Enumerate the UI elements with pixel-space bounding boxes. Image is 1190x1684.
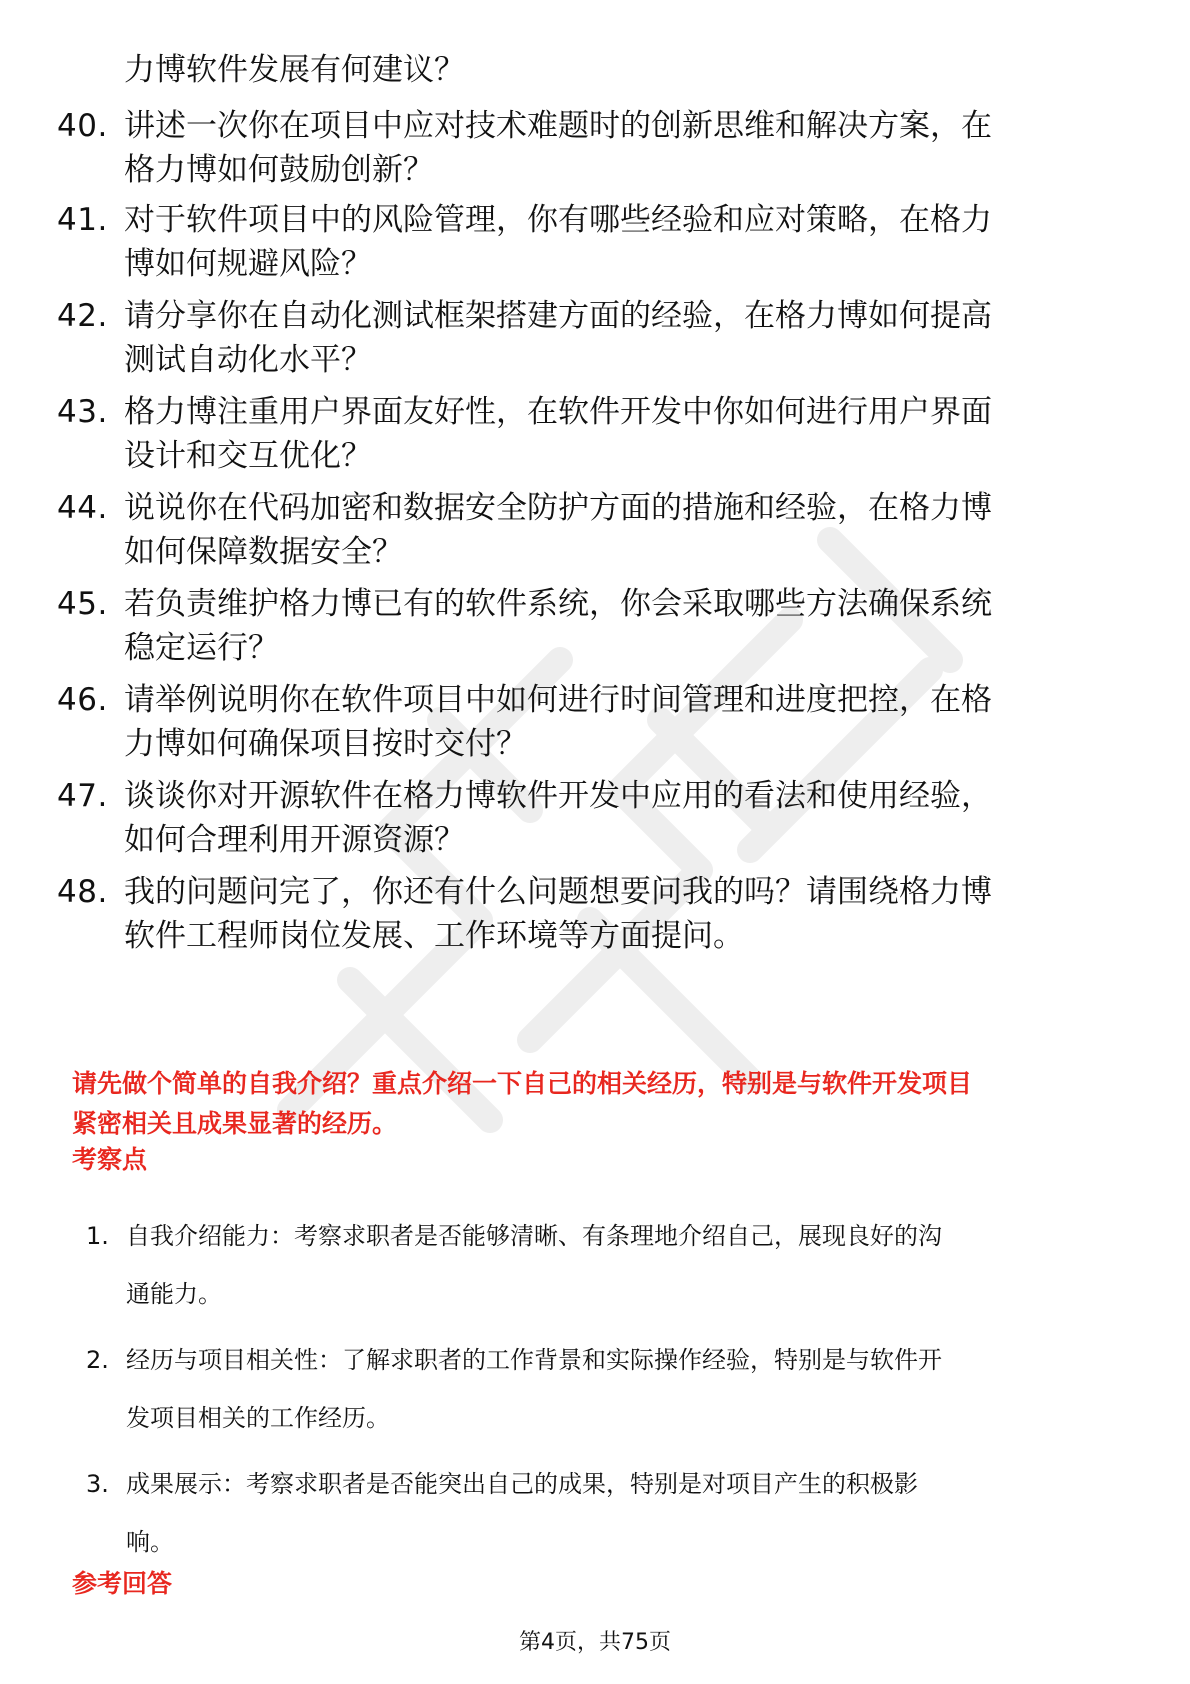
point-text-line: 自我介绍能力：考察求职者是否能够清晰、有条理地介绍自己，展现良好的沟 bbox=[126, 1222, 942, 1250]
question-text-line: 谈谈你对开源软件在格力博软件开发中应用的看法和使用经验， bbox=[124, 778, 992, 814]
intro-question-line: 请先做个简单的自我介绍？重点介绍一下自己的相关经历，特别是与软件开发项目 bbox=[72, 1069, 973, 1098]
question-number: 47. bbox=[57, 778, 108, 814]
question-number: 40. bbox=[57, 108, 108, 144]
question-text-line: 格力博如何鼓励创新？ bbox=[124, 152, 434, 188]
question-text-line: 讲述一次你在项目中应对技术难题时的创新思维和解决方案，在 bbox=[124, 108, 992, 144]
question-text-line: 博如何规避风险？ bbox=[124, 246, 372, 282]
point-number: 1. bbox=[86, 1222, 109, 1250]
question-text-line: 力博软件发展有何建议？ bbox=[124, 52, 465, 88]
section-title-answer: 参考回答 bbox=[72, 1569, 173, 1598]
point-text-line: 成果展示：考察求职者是否能突出自己的成果，特别是对项目产生的积极影 bbox=[126, 1470, 918, 1498]
question-number: 41. bbox=[57, 202, 108, 238]
question-text-line: 测试自动化水平？ bbox=[124, 342, 372, 378]
point-number: 2. bbox=[86, 1346, 109, 1374]
question-text-line: 力博如何确保项目按时交付？ bbox=[124, 726, 527, 762]
question-text-line: 我的问题问完了，你还有什么问题想要问我的吗？请围绕格力博 bbox=[124, 874, 992, 910]
question-text-line: 请分享你在自动化测试框架搭建方面的经验，在格力博如何提高 bbox=[124, 298, 992, 334]
question-number: 44. bbox=[57, 490, 108, 526]
section-title-points: 考察点 bbox=[72, 1145, 148, 1174]
point-text-line: 经历与项目相关性：了解求职者的工作背景和实际操作经验，特别是与软件开 bbox=[126, 1346, 942, 1374]
page-footer: 第4页，共75页 bbox=[519, 1630, 671, 1655]
question-text-line: 设计和交互优化？ bbox=[124, 438, 372, 474]
intro-question bbox=[72, 1064, 972, 1144]
question-number: 45. bbox=[57, 586, 108, 622]
question-text-line: 稳定运行？ bbox=[124, 630, 279, 666]
question-text-line: 对于软件项目中的风险管理，你有哪些经验和应对策略，在格力 bbox=[124, 202, 992, 238]
point-text-line: 响。 bbox=[126, 1528, 174, 1556]
question-number: 42. bbox=[57, 298, 108, 334]
point-text-line: 发项目相关的工作经历。 bbox=[126, 1404, 390, 1432]
question-text-line: 如何合理利用开源资源？ bbox=[124, 822, 465, 858]
question-number: 46. bbox=[57, 682, 108, 718]
question-text-line: 格力博注重用户界面友好性，在软件开发中你如何进行用户界面 bbox=[124, 394, 992, 430]
point-number: 3. bbox=[86, 1470, 109, 1498]
point-text-line: 通能力。 bbox=[126, 1280, 222, 1308]
question-text-line: 请举例说明你在软件项目中如何进行时间管理和进度把控，在格 bbox=[124, 682, 992, 718]
question-number: 43. bbox=[57, 394, 108, 430]
question-text-line: 如何保障数据安全？ bbox=[124, 534, 403, 570]
question-text-line: 若负责维护格力博已有的软件系统，你会采取哪些方法确保系统 bbox=[124, 586, 992, 622]
intro-question-line: 紧密相关且成果显著的经历。 bbox=[72, 1109, 398, 1138]
question-text-line: 说说你在代码加密和数据安全防护方面的措施和经验，在格力博 bbox=[124, 490, 992, 526]
question-text-line: 软件工程师岗位发展、工作环境等方面提问。 bbox=[124, 918, 744, 954]
question-number: 48. bbox=[57, 874, 108, 910]
